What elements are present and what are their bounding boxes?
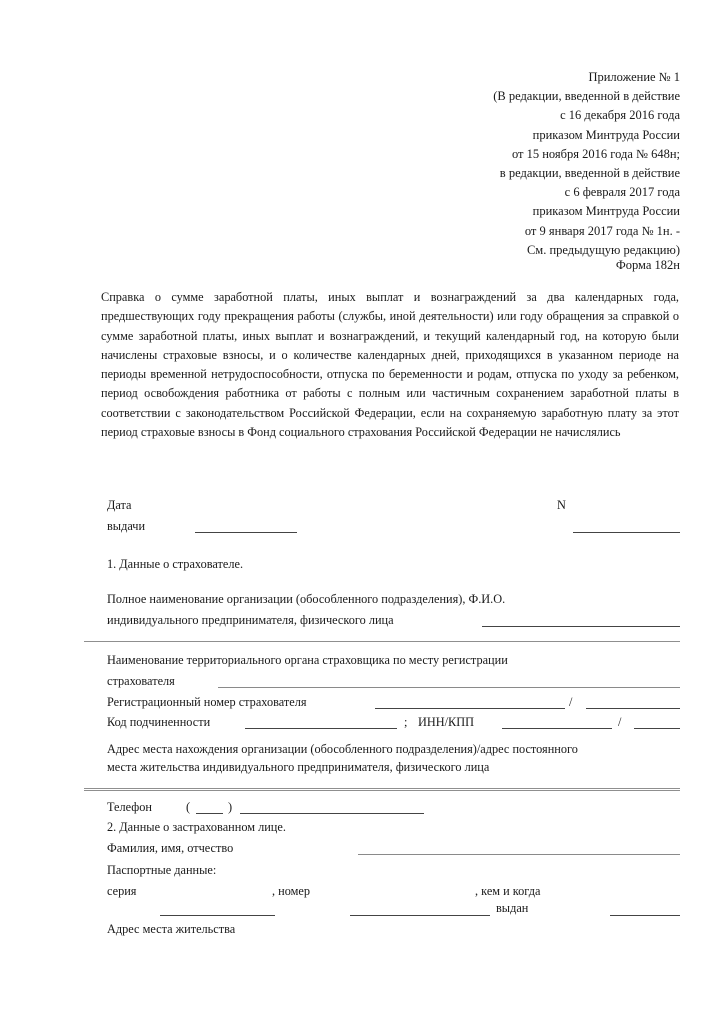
issue-number-input-line[interactable] <box>573 532 680 533</box>
passport-series-input-line[interactable] <box>160 915 275 916</box>
subordination-separator: ; <box>404 715 408 729</box>
subordination-code-label: Код подчиненности <box>107 715 211 729</box>
divider-above-phone <box>84 788 680 791</box>
inn-input-line[interactable] <box>502 728 612 729</box>
territorial-body-label-line2: страхователя <box>107 674 175 688</box>
registration-number-input-line[interactable] <box>375 708 565 709</box>
header-line-edition-1: (В редакции, введенной в действие <box>493 89 680 104</box>
issue-date-label-line2: выдачи <box>107 519 146 533</box>
header-line-date-2: с 6 февраля 2017 года <box>564 185 680 200</box>
registration-separator: / <box>569 695 573 709</box>
phone-area-open-paren: ( <box>186 800 191 814</box>
passport-issued-label-line1: , кем и когда <box>475 884 541 898</box>
registration-number-suffix-input-line[interactable] <box>586 708 680 709</box>
full-name-label: Фамилия, имя, отчество <box>107 841 234 855</box>
issue-number-label: N <box>557 498 566 512</box>
org-name-label-line2: индивидуального предпринимателя, физического лица <box>107 613 394 627</box>
section1-heading: 1. Данные о страхователе. <box>107 557 244 571</box>
header-reference-block <box>260 68 680 260</box>
org-name-input-line[interactable] <box>482 626 680 627</box>
org-address-label-line1: Адрес места нахождения организации (обособленного подразделения)/адрес постоянного <box>107 742 578 756</box>
passport-number-input-line[interactable] <box>350 915 490 916</box>
issue-date-input-line[interactable] <box>195 532 297 533</box>
header-line-order-1: приказом Минтруда России <box>532 127 680 142</box>
inn-kpp-separator: / <box>618 715 622 729</box>
header-line-order-no-1: от 15 ноября 2016 года № 648н; <box>511 146 680 161</box>
issue-date-label-line1: Дата <box>107 498 132 512</box>
subordination-code-input-line[interactable] <box>245 728 397 729</box>
header-line-appendix: Приложение № 1 <box>588 70 680 84</box>
divider-above-territorial-body <box>84 641 680 642</box>
territorial-body-label-line1: Наименование территориального органа страховщика по месту регистрации <box>107 653 508 667</box>
header-line-prev-edition: См. предыдущую редакцию) <box>526 242 680 257</box>
phone-area-code-input-line[interactable] <box>196 813 223 814</box>
header-line-order-no-2: от 9 января 2017 года № 1н. - <box>524 223 680 238</box>
full-name-input-line[interactable] <box>358 854 680 855</box>
passport-series-label: серия <box>107 884 137 898</box>
phone-label: Телефон <box>107 800 152 814</box>
residence-address-label: Адрес места жительства <box>107 922 236 936</box>
passport-issued-label-line2: выдан <box>496 901 529 915</box>
header-line-order-2: приказом Минтруда России <box>532 204 680 219</box>
passport-data-heading: Паспортные данные: <box>107 863 217 877</box>
registration-number-label: Регистрационный номер страхователя <box>107 695 307 709</box>
org-name-label-line1: Полное наименование организации (обособленного подразделения), Ф.И.О. <box>107 592 506 606</box>
header-line-edition-2: в редакции, введенной в действие <box>499 166 680 181</box>
phone-area-close-paren: ) <box>228 800 233 814</box>
form-title-paragraph: Справка о сумме заработной платы, иных выплат и вознаграждений за два календарных года, предшествующих году прекращения работы (службы, иной деятельности) или году обращения за справкой о сумме заработной платы, иных выплат и вознаграждений, и текущий календарный год, на которую были начислены страховые взносы, и о количестве календарных дней, приходящихся в указанном периоде на периоды временной нетрудоспособности, отпуска по беременности и родам, отпуска по уходу за ребенком, период освобождения работника от работы с полным или частичным сохранением заработной платы в соответствии с законодательством Российской Федерации, если на сохраняемую заработную плату за этот период страховые взносы в Фонд социального страхования Российской Федерации не начислялись <box>101 290 679 440</box>
form-code: Форма 182н <box>615 258 680 272</box>
territorial-body-input-line[interactable] <box>218 687 680 688</box>
org-address-label-line2: места жительства индивидуального предпринимателя, физического лица <box>107 760 490 774</box>
inn-kpp-label: ИНН/КПП <box>418 715 475 729</box>
passport-number-label: , номер <box>272 884 311 898</box>
header-line-date-1: с 16 декабря 2016 года <box>560 108 680 123</box>
section2-heading: 2. Данные о застрахованном лице. <box>107 820 286 834</box>
kpp-input-line[interactable] <box>634 728 680 729</box>
phone-number-input-line[interactable] <box>240 813 424 814</box>
passport-issued-input-line[interactable] <box>610 915 680 916</box>
